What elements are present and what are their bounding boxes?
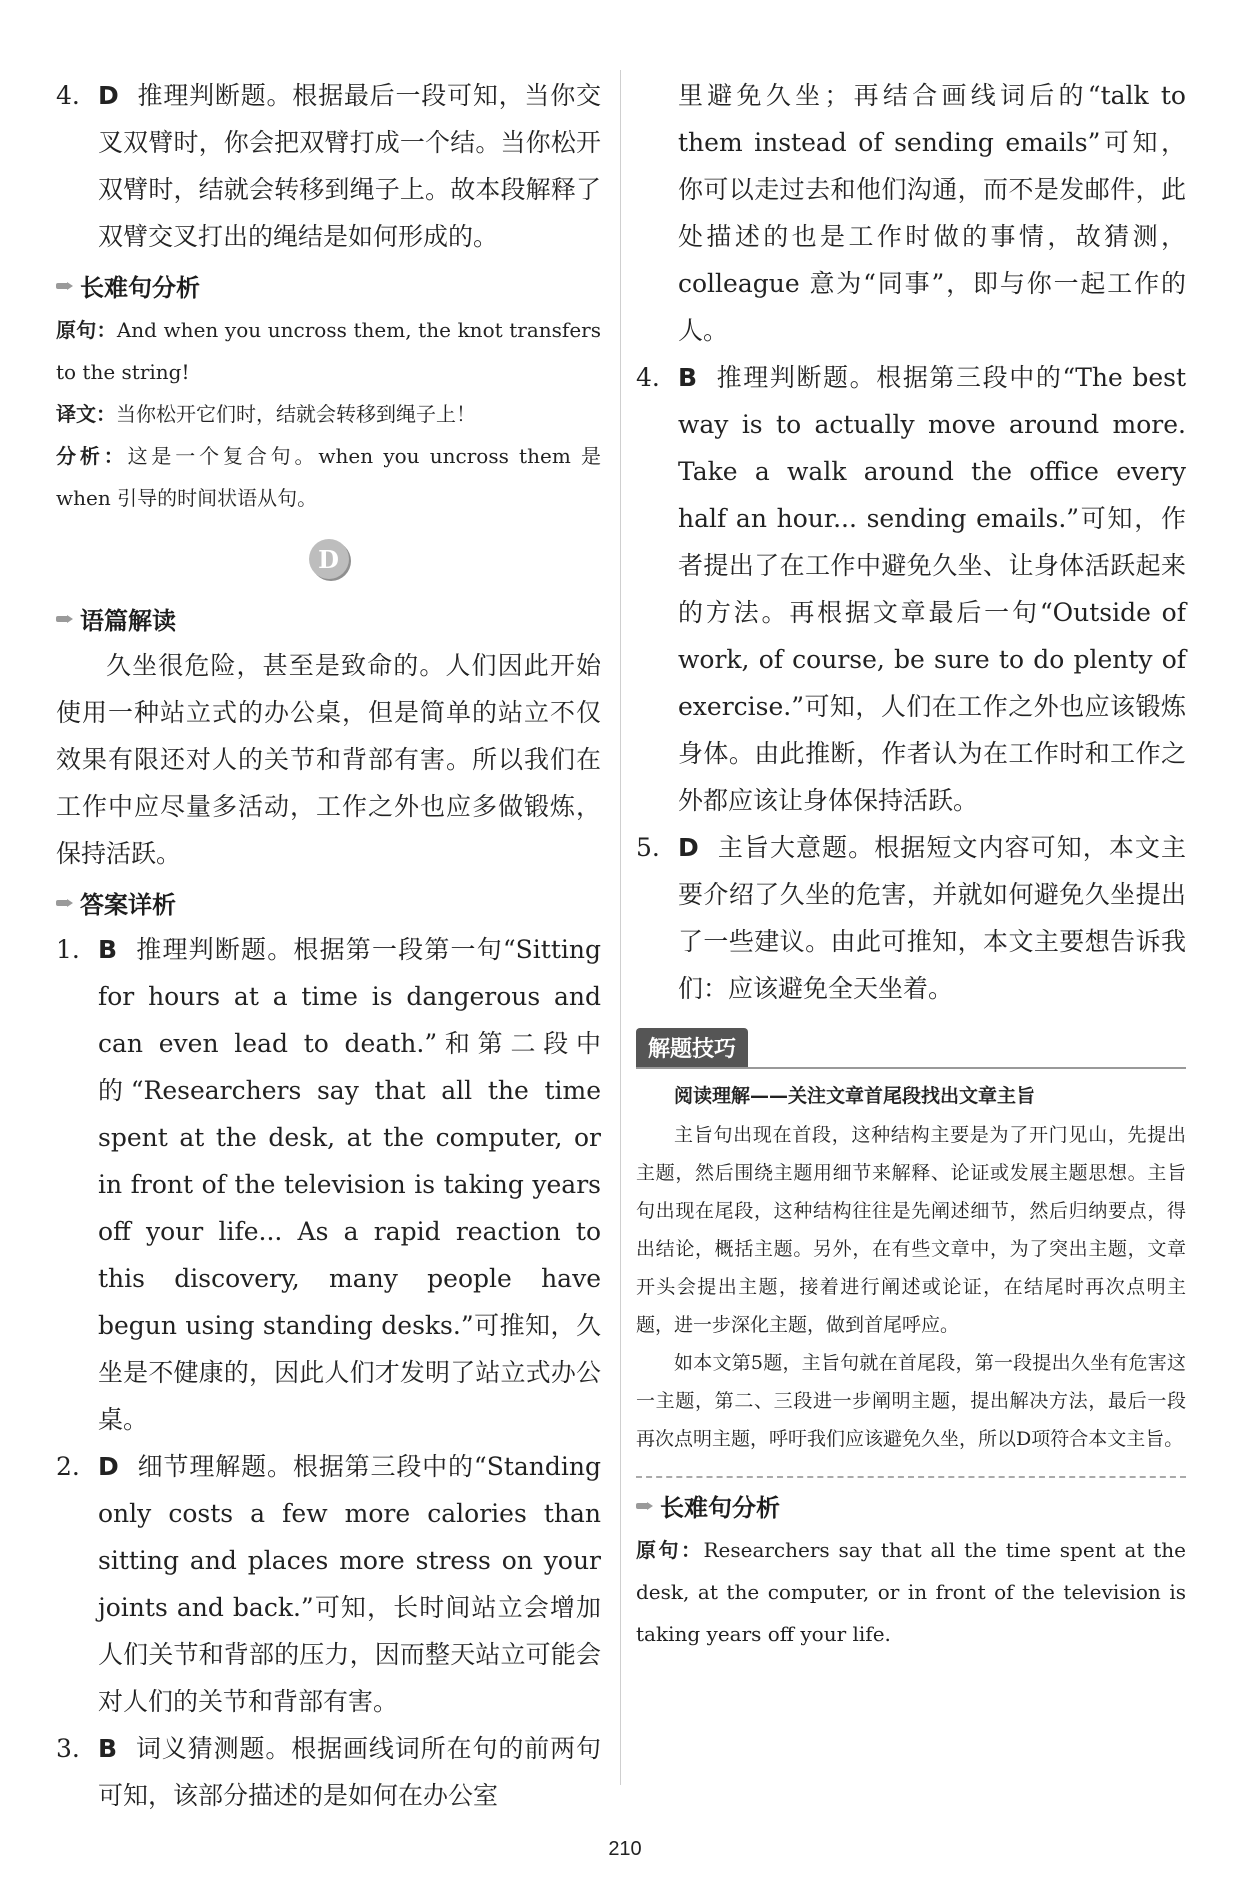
section-heading-reading: 语篇解读 — [56, 601, 601, 636]
answer-item-4-right — [636, 354, 1186, 824]
left-column — [56, 72, 601, 1819]
explanation-text: 细节理解题。根据第三段中的“Standing only costs a few more calories than sitting and places more stress on your joints and back.”可知，长时间站立会增加人们关节和背部的压力，因而整天站立可能会对人们的关节和背部有害。 — [98, 1452, 601, 1716]
tips-label: 解题技巧 — [636, 1028, 748, 1067]
explanation-text: 词义猜测题。根据画线词所在句的前两句可知，该部分描述的是如何在办公室 — [98, 1734, 601, 1810]
pen-icon — [56, 614, 72, 624]
answer-letter: B — [678, 363, 698, 392]
answer-letter: D — [678, 833, 699, 862]
answer-item-1 — [56, 926, 601, 1443]
item-number: 1. — [56, 935, 80, 964]
explanation-text: 推理判断题。根据第三段中的“The best way is to actually move around more. Take a walk around the office every half an hour... sending emails.”可知，作者提出了在工作中避免久坐、让身体活跃起来的方法。再根据文章最后一句“Outside of work, of course, be sure to do plenty of exercise.”可知，人们在工作之外也应该锻炼身体。由此推断，作者认为在工作时和工作之外都应该让身体保持活跃。 — [678, 363, 1186, 815]
original-sentence: 原句：And when you uncross them, the knot transfers to the string! — [56, 318, 601, 384]
answer-item-3 — [56, 1725, 601, 1819]
item-number: 2. — [56, 1452, 80, 1481]
pen-icon — [56, 281, 72, 291]
tips-subtitle: 阅读理解——关注文章首尾段找出文章主旨 — [674, 1085, 1036, 1107]
answer-letter: D — [98, 1452, 119, 1481]
answer-letter: D — [98, 81, 119, 110]
answer-item-4 — [56, 72, 601, 260]
translation: 译文：当你松开它们时，结就会转移到绳子上！ — [56, 402, 476, 426]
section-heading-long-sentence-2: 长难句分析 — [636, 1488, 1186, 1523]
tips-paragraph-1: 主旨句出现在首段，这种结构主要是为了开门见山，先提出主题，然后围绕主题用细节来解释、论证或发展主题思想。主旨句出现在尾段，这种结构往往是先阐述细节，然后归纳要点，得出结论，概括主题。另外，在有些文章中，为了突出主题，文章开头会提出主题，接着进行阐述或论证，在结尾时再次点明主题，进一步深化主题，做到首尾呼应。 — [636, 1124, 1186, 1336]
passage-badge: D — [309, 539, 349, 579]
answer-item-3-continued: 里避免久坐；再结合画线词后的“talk to them instead of sending emails”可知，你可以走过去和他们沟通，而不是发邮件，此处描述的也是工作时做的事情，故猜测，colleague 意为“同事”，即与你一起工作的人。 — [678, 81, 1186, 345]
section-heading-long-sentence: 长难句分析 — [56, 268, 601, 303]
right-column — [636, 72, 1186, 1655]
original-sentence-2: 原句：Researchers say that all the time spent at the desk, at the computer, or in front of the television is taking years off your life. — [636, 1538, 1187, 1646]
explanation-text: 推理判断题。根据最后一段可知，当你交叉双臂时，你会把双臂打成一个结。当你松开双臂时，结就会转移到绳子上。故本段解释了双臂交叉打出的绳结是如何形成的。 — [98, 81, 601, 251]
dashed-separator — [636, 1476, 1186, 1478]
explanation-text: 主旨大意题。根据短文内容可知，本文主要介绍了久坐的危害，并就如何避免久坐提出了一些建议。由此可推知，本文主要想告诉我们：应该避免全天坐着。 — [678, 833, 1186, 1003]
item-number: 4. — [56, 81, 80, 110]
item-number: 4. — [636, 363, 660, 392]
reading-summary: 久坐很危险，甚至是致命的。人们因此开始使用一种站立式的办公桌，但是简单的站立不仅效果有限还对人的关节和背部有害。所以我们在工作中应尽量多活动，工作之外也应多做锻炼，保持活跃。 — [56, 651, 601, 868]
answer-letter: B — [98, 935, 118, 964]
answer-item-2 — [56, 1443, 601, 1725]
item-number: 3. — [56, 1734, 80, 1763]
pen-icon — [56, 898, 72, 908]
section-heading-answers: 答案详析 — [56, 885, 601, 920]
answer-letter: B — [98, 1734, 118, 1763]
answer-item-5 — [636, 824, 1186, 1012]
column-divider — [620, 70, 621, 1785]
page-number: 210 — [608, 1838, 642, 1860]
analysis: 分析：这是一个复合句。when you uncross them 是 when 引导的时间状语从句。 — [56, 444, 601, 510]
tips-paragraph-2: 如本文第5题，主旨句就在首尾段，第一段提出久坐有危害这一主题，第二、三段进一步阐明主题，提出解决方法，最后一段再次点明主题，呼吁我们应该避免久坐，所以D项符合本文主旨。 — [636, 1352, 1186, 1450]
tips-header — [636, 1028, 1186, 1069]
pen-icon — [636, 1501, 652, 1511]
explanation-text: 推理判断题。根据第一段第一句“Sitting for hours at a time is dangerous and can even lead to death.”和第二段中的“Researchers say that all the time spent at the desk, at the computer, or in front of the television is taking years off your life... As a rapid reaction to this discovery, many people have begun using standing desks.”可推知，久坐是不健康的，因此人们才发明了站立式办公桌。 — [98, 935, 601, 1434]
item-number: 5. — [636, 833, 660, 862]
